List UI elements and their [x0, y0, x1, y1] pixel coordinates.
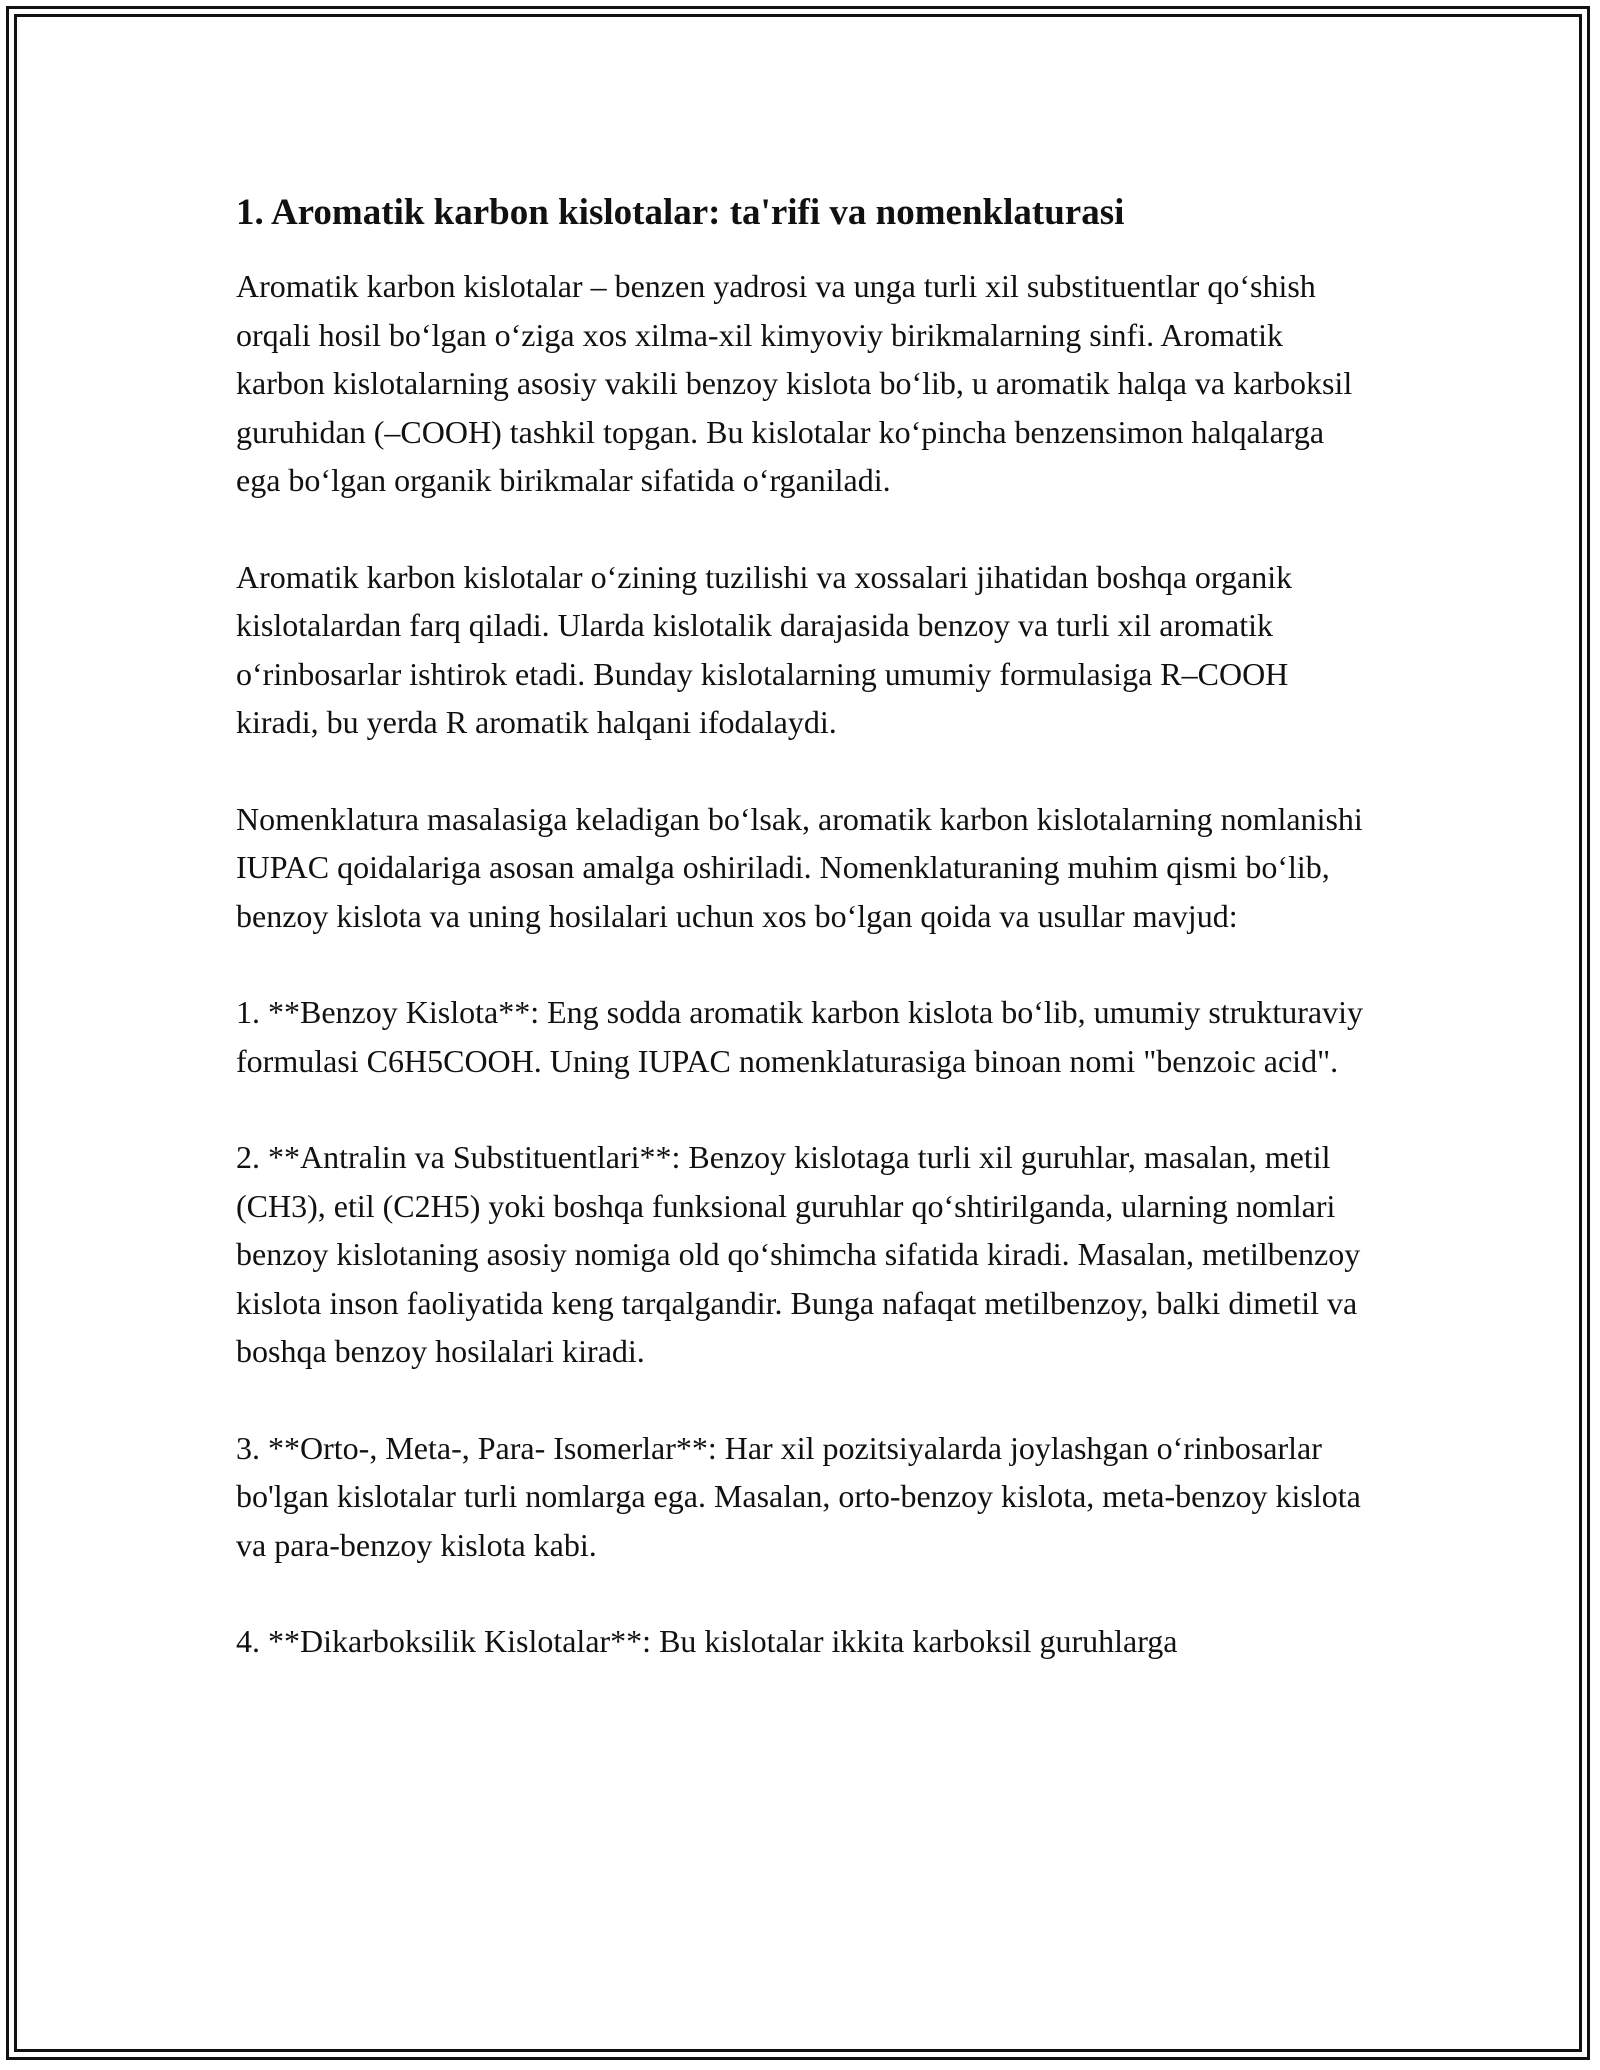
paragraph-nomenclature: Nomenklatura masalasiga keladigan bo‘lsak, aromatik karbon kislotalarning nomlanishi IUPAC qoidalariga asosan amalga oshiriladi. Nomenklaturaning muhim qismi bo‘lib, benzoy kislota va uning hosilalari uchun xos bo‘lgan qoida va usullar mavjud:	[236, 800, 1363, 934]
document-body	[236, 188, 1376, 1666]
list-item-dikarboksilik: 4. **Dikarboksilik Kislotalar**: Bu kislotalar ikkita karboksil guruhlarga	[236, 1623, 1178, 1659]
list-item-benzoy-kislota: 1. **Benzoy Kislota**: Eng sodda aromatik karbon kislota bo‘lib, umumiy strukturaviy formulasi C6H5COOH. Uning IUPAC nomenklaturasiga binoan nomi "benzoic acid".	[236, 994, 1363, 1079]
paragraph-structure: Aromatik karbon kislotalar o‘zining tuzilishi va xossalari jihatidan boshqa organik kislotalardan farq qiladi. Ularda kislotalik darajasida benzoy va turli xil aromatik o‘rinbosarlar ishtirok etadi. Bunday kislotalarning umumiy formulasiga R–COOH kiradi, bu yerda R aromatik halqani ifodalaydi.	[236, 558, 1293, 740]
paragraph-definition: Aromatik karbon kislotalar – benzen yadrosi va unga turli xil substituentlar qo‘shish orqali hosil bo‘lgan o‘ziga xos xilma-xil kimyoviy birikmalarning sinfi. Aromatik karbon kislotalarning asosiy vakili benzoy kislota bo‘lib, u aromatik halqa va karboksil guruhidan (–COOH) tashkil topgan. Bu kislotalar ko‘pincha benzensimon halqalarga ega bo‘lgan organik birikmalar sifatida o‘rganiladi.	[236, 268, 1353, 498]
list-item-antralin: 2. **Antralin va Substituentlari**: Benzoy kislotaga turli xil guruhlar, masalan, metil (CH3), etil (C2H5) yoki boshqa funksional guruhlar qo‘shtirilganda, ularning nomlari benzoy kislotaning asosiy nomiga old qo‘shimcha sifatida kiradi. Masalan, metilbenzoy kislota inson faoliyatida keng tarqalgandir. Bunga nafaqat metilbenzoy, balki dimetil va boshqa benzoy hosilalari kiradi.	[236, 1139, 1361, 1369]
section-heading: 1. Aromatik karbon kislotalar: ta'rifi va nomenklaturasi	[236, 192, 1125, 233]
list-item-isomerlar: 3. **Orto-, Meta-, Para- Isomerlar**: Har xil pozitsiyalarda joylashgan o‘rinbosarlar bo'lgan kislotalar turli nomlarga ega. Masalan, orto-benzoy kislota, meta-benzoy kislota va para-benzoy kislota kabi.	[236, 1429, 1361, 1563]
